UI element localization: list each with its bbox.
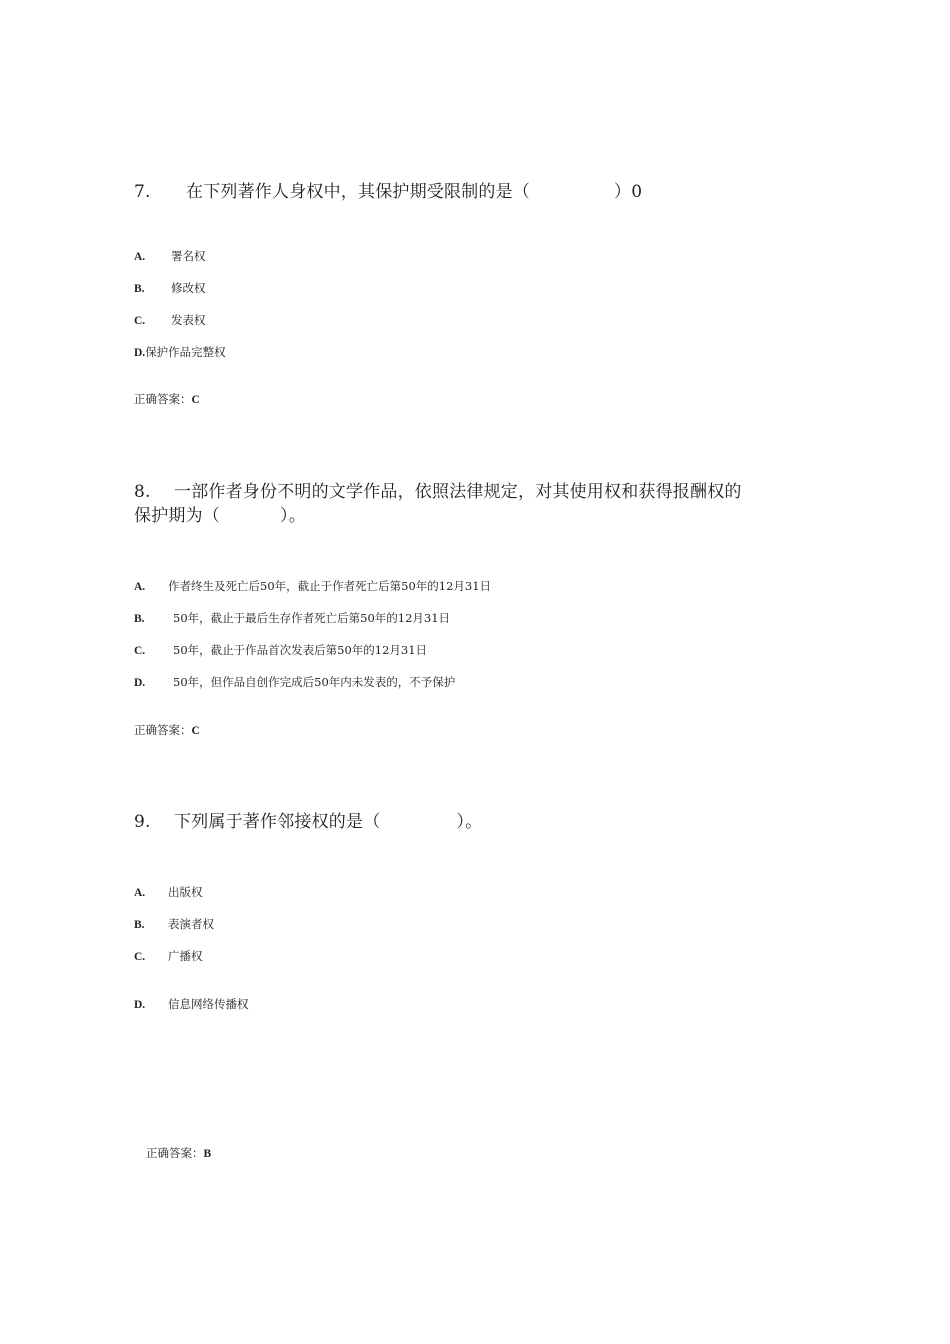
option-text: 保护作品完整权 [145, 345, 226, 359]
option-b [134, 916, 214, 932]
answer-label: 正确答案： [134, 723, 192, 737]
question-text: 下列属于著作邻接权的是（ [174, 812, 381, 832]
option-d [134, 344, 226, 360]
option-text: 署名权 [171, 249, 206, 263]
correct-answer [146, 1145, 211, 1161]
option-label: A. [134, 887, 146, 899]
question-number: 7. [134, 182, 151, 202]
question-text-line2: 保护期为（ [134, 506, 220, 526]
option-text: 表演者权 [168, 917, 214, 931]
option-c [134, 312, 206, 328]
question-7 [134, 177, 642, 202]
answer-value: C [191, 394, 200, 406]
option-text: 信息网络传播权 [168, 997, 249, 1011]
option-text: 出版权 [168, 885, 203, 899]
question-text: 在下列著作人身权中，其保护期受限制的是（ [186, 182, 530, 202]
option-label: A. [134, 251, 146, 263]
question-close: ）0 [614, 182, 643, 202]
answer-value: B [203, 1148, 212, 1160]
answer-label: 正确答案： [134, 392, 192, 406]
option-c [134, 642, 427, 658]
answer-value: C [191, 725, 200, 737]
option-text: 50年，截止于最后生存作者死亡后第50年的12月31日 [173, 611, 451, 625]
option-label: C. [134, 645, 146, 657]
option-d [134, 674, 455, 690]
option-text: 广播权 [168, 949, 203, 963]
option-label: B. [134, 919, 145, 931]
option-label: D. [134, 347, 146, 359]
option-label: A. [134, 581, 146, 593]
option-a [134, 248, 206, 264]
option-text: 50年，截止于作品首次发表后第50年的12月31日 [173, 643, 428, 657]
question-close: ）。 [456, 812, 483, 832]
option-text: 作者终生及死亡后50年，截止于作者死亡后第50年的12月31日 [168, 579, 492, 593]
option-d [134, 996, 249, 1012]
option-text: 发表权 [171, 313, 206, 327]
question-close: ）。 [280, 506, 306, 526]
answer-label: 正确答案： [146, 1146, 204, 1160]
question-9 [134, 807, 482, 832]
question-text-line1: 一部作者身份不明的文学作品，依照法律规定，对其使用权和获得报酬权的 [174, 482, 742, 502]
question-8-line2 [134, 501, 306, 526]
option-label: B. [134, 283, 145, 295]
option-label: D. [134, 999, 146, 1011]
option-b [134, 610, 450, 626]
option-b [134, 280, 206, 296]
option-label: B. [134, 613, 145, 625]
option-label: C. [134, 315, 146, 327]
correct-answer [134, 391, 200, 407]
correct-answer [134, 722, 200, 738]
option-label: D. [134, 677, 146, 689]
question-number: 9. [134, 812, 151, 832]
option-label: C. [134, 951, 146, 963]
question-8 [134, 477, 742, 502]
option-text: 50年，但作品自创作完成后50年内未发表的，不予保护 [173, 675, 456, 689]
option-a [134, 884, 203, 900]
option-a [134, 578, 491, 594]
option-text: 修改权 [171, 281, 206, 295]
option-c [134, 948, 203, 964]
question-number: 8. [134, 482, 151, 502]
